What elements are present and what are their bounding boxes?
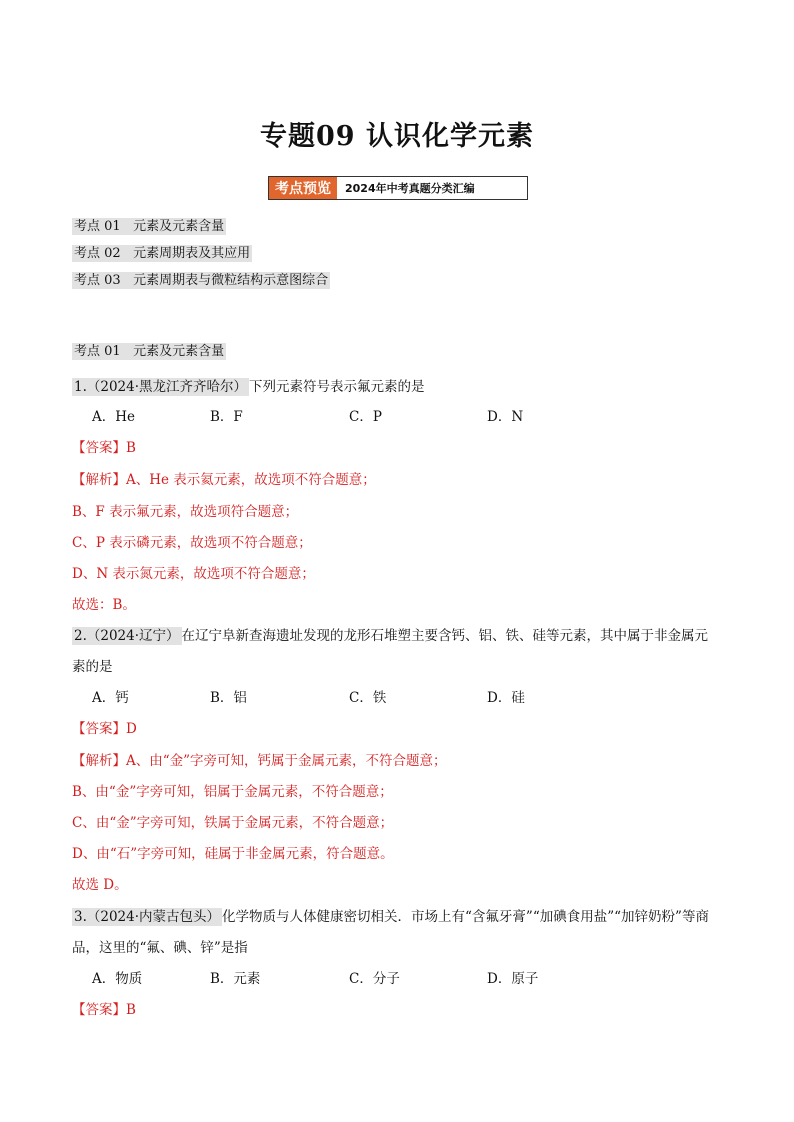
toc-text: 元素周期表与微粒结构示意图综合 (133, 273, 329, 288)
question-source: 3.（2024·内蒙古包头） (74, 909, 221, 925)
preview-banner (268, 176, 528, 200)
q2-option-a: A．钙 (92, 690, 129, 706)
question-1-stem: 1.（2024·黑龙江齐齐哈尔） 下列元素符号表示氟元素的是 (74, 379, 425, 395)
q3-option-b: B．元素 (210, 971, 261, 987)
banner-text: 2024年中考真题分类汇编 (345, 182, 475, 195)
q2-option-d: D．硅 (487, 690, 525, 706)
q1-analysis-line-3: C、P 表示磷元素，故选项不符合题意； (72, 535, 312, 551)
q1-analysis-line-4: D、N 表示氮元素，故选项不符合题意； (72, 566, 315, 582)
banner-tag: 考点预览 (269, 177, 337, 199)
question-2-stem: 2.（2024·辽宁） 在辽宁阜新查海遗址发现的龙形石堆塑主要含钙、铝、铁、硅等元素，其中属于非金属元 (74, 628, 709, 644)
question-source: 2.（2024·辽宁） (74, 628, 180, 644)
q2-analysis-line-3: C、由“金”字旁可知，铁属于金属元素，不符合题意； (72, 815, 394, 831)
q1-option-a: A．He (92, 409, 136, 425)
toc-item-2[interactable] (72, 242, 252, 261)
q2-analysis-line-1: 【解析】A、由“金”字旁可知，钙属于金属元素，不符合题意； (72, 753, 447, 769)
q2-analysis-line-4: D、由“石”字旁可知，硅属于非金属元素，符合题意。 (72, 846, 394, 862)
question-source: 1.（2024·黑龙江齐齐哈尔） (74, 379, 248, 395)
section-heading: 考点 01 元素及元素含量 (74, 344, 225, 359)
toc-item-3[interactable] (72, 269, 330, 288)
q3-answer: 【答案】B (72, 1002, 136, 1018)
q3-option-d: D．原子 (487, 971, 539, 987)
toc-item-1[interactable] (72, 215, 226, 234)
toc-text: 元素周期表及其应用 (133, 246, 251, 261)
q2-option-c: C．铁 (349, 690, 387, 706)
q2-analysis-line-2: B、由“金”字旁可知，铝属于金属元素，不符合题意； (72, 784, 393, 800)
q1-analysis-line-1: 【解析】A、He 表示氦元素，故选项不符合题意； (72, 472, 376, 488)
q2-analysis-line-5: 故选 D。 (72, 877, 128, 893)
q3-option-a: A．物质 (92, 971, 143, 987)
q3-option-c: C．分子 (349, 971, 400, 987)
q1-option-b: B．F (210, 409, 243, 425)
page-title: 专题09 认识化学元素 (260, 121, 534, 152)
toc-text: 元素及元素含量 (133, 219, 225, 234)
question-2-stem-line-2: 素的是 (72, 659, 113, 675)
q2-answer: 【答案】D (72, 721, 137, 737)
question-3-stem: 3.（2024·内蒙古包头） 化学物质与人体健康密切相关．市场上有“含氟牙膏”“加碘食用盐”“加锌奶粉”等商 (74, 909, 709, 925)
q1-analysis-line-5: 故选：B。 (72, 597, 136, 613)
toc-num: 考点 03 (74, 273, 121, 288)
q2-option-b: B．铝 (210, 690, 247, 706)
q1-option-c: C．P (349, 409, 382, 425)
toc-num: 考点 02 (74, 246, 121, 261)
q1-analysis-line-2: B、F 表示氟元素，故选项符合题意； (72, 504, 299, 520)
q1-answer: 【答案】B (72, 440, 136, 456)
toc-num: 考点 01 (74, 219, 121, 234)
question-3-stem-line-2: 品，这里的“氟、碘、锌”是指 (72, 940, 248, 956)
q1-option-d: D．N (487, 409, 524, 425)
